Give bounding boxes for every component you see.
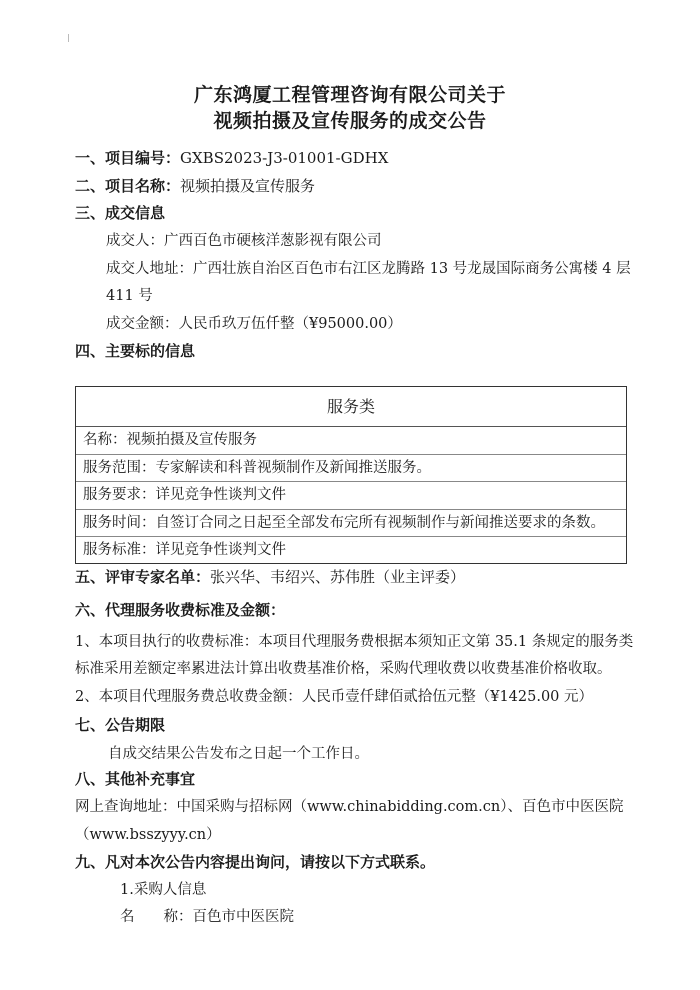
deal-supplier: 成交人：广西百色市硬核洋葱影视有限公司 <box>106 233 382 249</box>
section-project-name <box>75 176 315 196</box>
deal-address-line1: 成交人地址：广西壮族自治区百色市右江区龙腾路 13 号龙晟国际商务公寓楼 4 层 <box>106 261 631 277</box>
deal-address-line2: 411 号 <box>106 288 153 304</box>
service-table <box>75 386 627 564</box>
notice-period-text: 自成交结果公告发布之日起一个工作日。 <box>108 746 369 762</box>
section-project-number <box>75 148 388 168</box>
agency-fee-item1-line1: 1、本项目执行的收费标准：本项目代理服务费根据本须知正文第 35.1 条规定的服务类 <box>75 634 634 650</box>
experts-value: 张兴华、韦绍兴、苏伟胜（业主评委） <box>210 568 466 586</box>
service-table-row: 服务范围：专家解读和科普视频制作及新闻推送服务。 <box>76 455 626 483</box>
section-label: 五、评审专家名单： <box>75 568 211 586</box>
service-table-row: 服务标准：详见竞争性谈判文件 <box>83 542 286 558</box>
section-notice-period-heading: 七、公告期限 <box>75 716 166 734</box>
page-corner-mark <box>68 34 69 42</box>
section-label: 二、项目名称： <box>75 177 181 195</box>
purchaser-name <box>120 907 294 927</box>
service-table-header: 服务类 <box>76 387 626 427</box>
section-contact-heading: 九、凡对本次公告内容提出询问，请按以下方式联系。 <box>75 853 436 871</box>
deal-amount: 成交金额：人民币玖万伍仟整（¥95000.00） <box>106 316 402 332</box>
section-label: 一、项目编号： <box>75 149 181 167</box>
section-main-subject-heading: 四、主要标的信息 <box>75 342 196 360</box>
section-other-matters-heading: 八、其他补充事宜 <box>75 770 196 788</box>
project-number-value: GXBS2023-J3-01001-GDHX <box>180 149 389 167</box>
purchaser-info-heading: 1.采购人信息 <box>120 882 207 898</box>
service-table-row: 服务要求：详见竞争性谈判文件 <box>76 482 626 510</box>
document-title-line1: 广东鸿厦工程管理咨询有限公司关于 <box>193 84 506 106</box>
section-deal-info-heading: 三、成交信息 <box>75 204 166 222</box>
service-table-row: 名称：视频拍摄及宣传服务 <box>76 427 626 455</box>
query-address-line1: 网上查询地址：中国采购与招标网（www.chinabidding.com.cn）、百色市中医医院 <box>75 799 624 815</box>
document-title-line2: 视频拍摄及宣传服务的成交公告 <box>213 110 487 132</box>
project-name-value: 视频拍摄及宣传服务 <box>180 177 316 195</box>
purchaser-name-label: 名 称： <box>120 909 193 925</box>
agency-fee-item2: 2、本项目代理服务费总收费金额：人民币壹仟肆佰贰拾伍元整（¥1425.00 元） <box>75 689 594 705</box>
query-address-line2: （www.bsszyyy.cn） <box>75 827 221 843</box>
service-table-row: 服务时间：自签订合同之日起至全部发布完所有视频制作与新闻推送要求的条数。 <box>76 510 626 538</box>
section-experts <box>75 567 465 587</box>
agency-fee-item1-line2: 标准采用差额定率累进法计算出收费基准价格，采购代理收费以收费基准价格收取。 <box>75 661 612 677</box>
purchaser-name-value: 百色市中医医院 <box>192 909 294 925</box>
section-agency-fee-heading: 六、代理服务收费标准及金额： <box>75 601 286 619</box>
